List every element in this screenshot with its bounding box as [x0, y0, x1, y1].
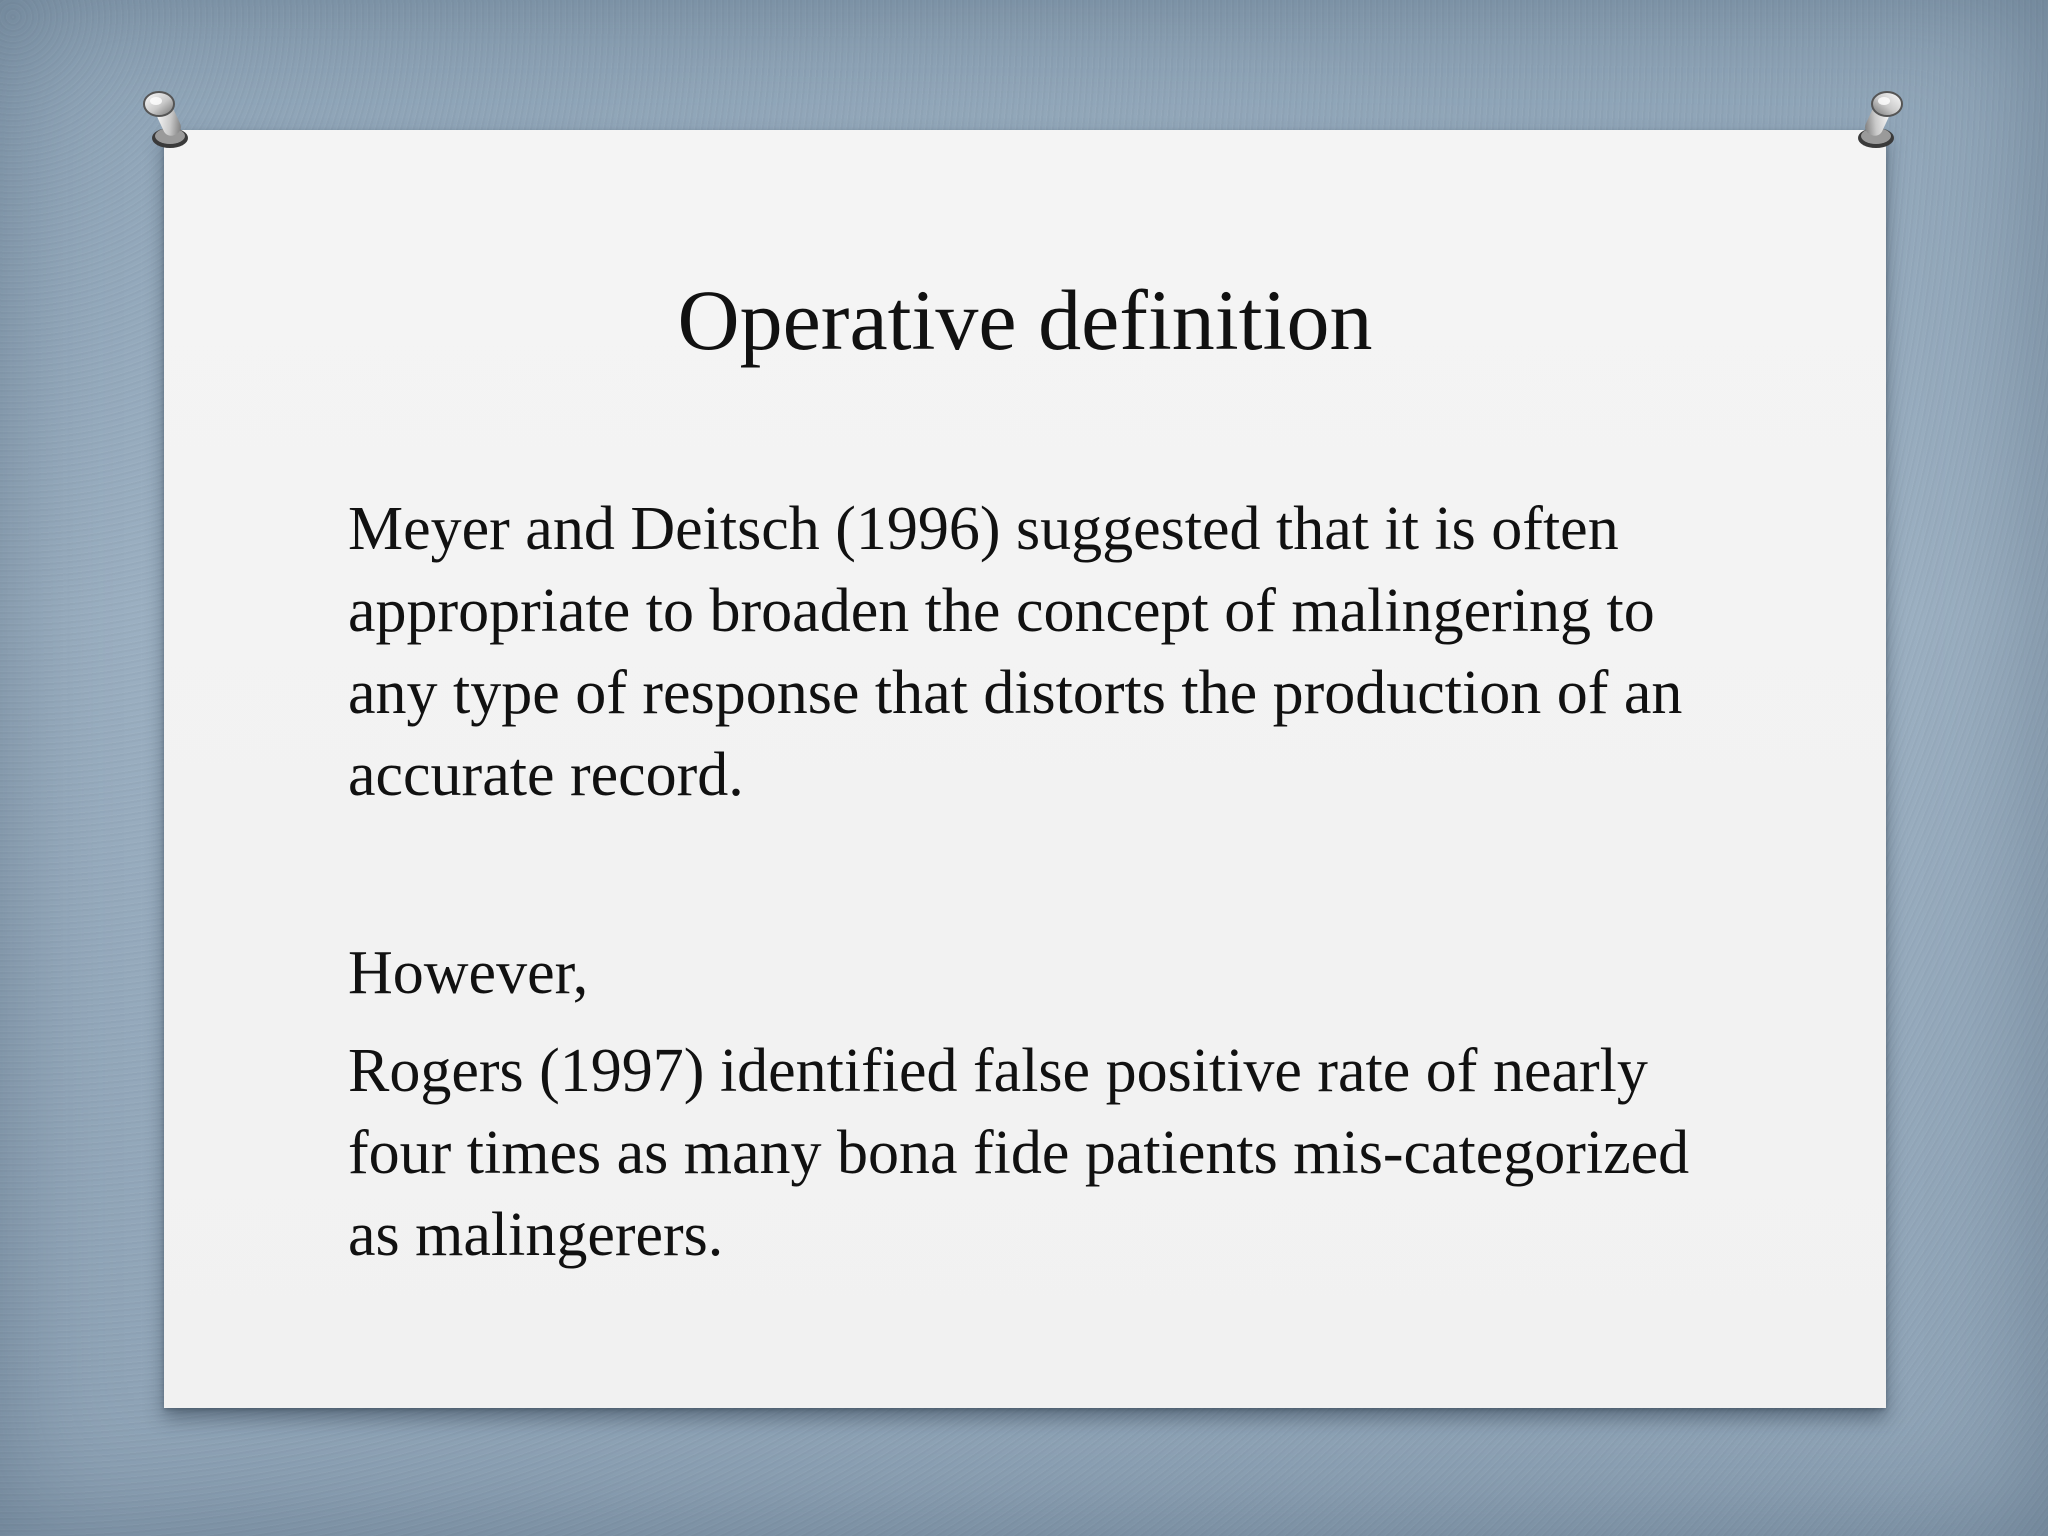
pushpin-left-icon	[140, 86, 194, 156]
paragraph-however: However,	[348, 939, 589, 1007]
paragraph-meyer-deitsch: Meyer and Deitsch (1996) suggested that it is often appropriate to broaden the concept of malingering to any type of response that distorts the production of an accurate record.	[348, 495, 1683, 809]
slide-title: Operative definition	[677, 272, 1373, 368]
paragraph-rogers: Rogers (1997) identified false positive rate of nearly four times as many bona fide patients mis-categorized as malingerers.	[348, 1037, 1690, 1269]
pushpin-right-icon	[1852, 86, 1906, 156]
